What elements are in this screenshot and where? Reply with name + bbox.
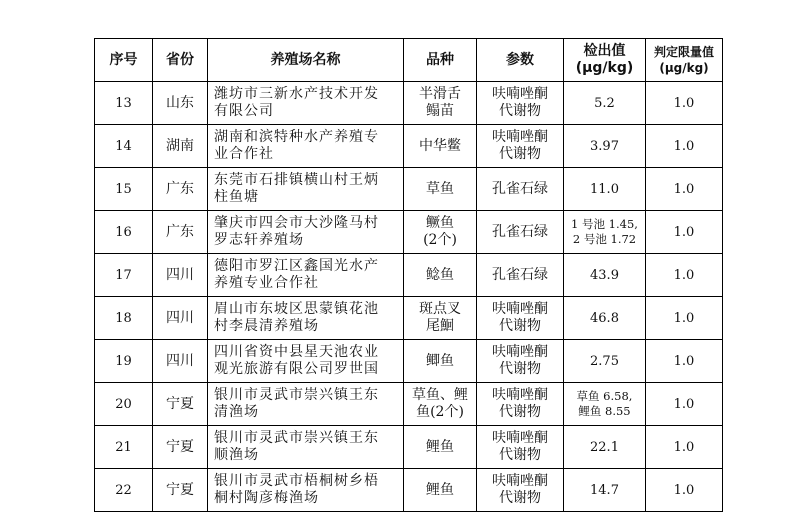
cell-species (404, 168, 477, 211)
cell-limit-value: 1.0 (646, 383, 723, 426)
farm-name-line: 德阳市罗江区鑫国光水产 (214, 258, 379, 274)
table-row (95, 254, 723, 297)
parameter-line: 孔雀石绿 (492, 223, 548, 240)
cell-species (404, 469, 477, 512)
header-detected-title: 检出值 (583, 43, 626, 59)
cell-detected-value (564, 426, 646, 469)
cell-limit-value: 1.0 (646, 426, 723, 469)
cell-species (404, 82, 477, 125)
cell-detected-value (564, 297, 646, 340)
header-farm-name: 养殖场名称 (208, 39, 404, 82)
cell-no: 20 (95, 383, 153, 426)
cell-species (404, 426, 477, 469)
species-line: 斑点叉 (419, 301, 461, 317)
table-header-row (95, 39, 723, 82)
header-limit-unit: (μg/kg) (659, 61, 709, 75)
cell-species (404, 125, 477, 168)
cell-species (404, 297, 477, 340)
parameter-line: 呋喃唑酮 (492, 301, 548, 317)
cell-farm-name (208, 82, 404, 125)
detected-value-line: 2.75 (590, 353, 619, 369)
farm-name-line: 银川市灵武市梧桐树乡梧 (214, 473, 379, 489)
farm-name-line: 四川省资中县星天池农业 (214, 344, 379, 360)
parameter-line: 代谢物 (499, 103, 541, 119)
detected-value-line: 14.7 (590, 482, 619, 498)
parameter-line: 呋喃唑酮 (492, 86, 548, 102)
cell-limit-value: 1.0 (646, 340, 723, 383)
cell-farm-name (208, 211, 404, 254)
table-row (95, 297, 723, 340)
species-line: 草鱼 (426, 180, 454, 197)
cell-detected-value (564, 82, 646, 125)
detected-value-line: 11.0 (590, 181, 619, 197)
species-line: 尾鮰 (426, 318, 454, 334)
cell-province: 宁夏 (153, 383, 208, 426)
parameter-line: 孔雀石绿 (492, 180, 548, 197)
cell-detected-value (564, 340, 646, 383)
cell-province: 四川 (153, 340, 208, 383)
species-line: 鲫鱼 (426, 352, 454, 369)
table-row (95, 340, 723, 383)
cell-limit-value: 1.0 (646, 254, 723, 297)
species-line: 鲤鱼 (426, 438, 454, 455)
cell-limit-value: 1.0 (646, 125, 723, 168)
detected-value-line: 草鱼 6.58, (576, 389, 633, 403)
cell-no: 15 (95, 168, 153, 211)
header-no: 序号 (95, 39, 153, 82)
table-row (95, 469, 723, 512)
cell-species (404, 383, 477, 426)
parameter-line: 代谢物 (499, 318, 541, 334)
species-line: 草鱼、鲤 (412, 387, 468, 403)
cell-no: 19 (95, 340, 153, 383)
cell-farm-name (208, 125, 404, 168)
detected-value-line: 22.1 (590, 439, 619, 455)
farm-name-line: 东莞市石排镇横山村王炳 (214, 172, 379, 188)
cell-parameter (477, 297, 564, 340)
cell-parameter (477, 168, 564, 211)
cell-province: 广东 (153, 211, 208, 254)
cell-detected-value (564, 125, 646, 168)
cell-limit-value: 1.0 (646, 211, 723, 254)
header-limit-value (646, 39, 723, 82)
parameter-line: 呋喃唑酮 (492, 129, 548, 145)
cell-no: 13 (95, 82, 153, 125)
cell-no: 17 (95, 254, 153, 297)
table-row (95, 383, 723, 426)
table-body (95, 82, 723, 512)
cell-detected-value (564, 211, 646, 254)
cell-detected-value (564, 469, 646, 512)
farm-name-line: 银川市灵武市崇兴镇王东 (214, 387, 379, 403)
table-row (95, 168, 723, 211)
species-line: 鳎苗 (426, 103, 454, 119)
cell-province: 广东 (153, 168, 208, 211)
cell-parameter (477, 211, 564, 254)
species-line: 中华鳖 (419, 137, 461, 154)
cell-farm-name (208, 340, 404, 383)
header-province: 省份 (153, 39, 208, 82)
farm-name-line: 业合作社 (214, 146, 274, 162)
cell-province: 四川 (153, 297, 208, 340)
cell-province: 湖南 (153, 125, 208, 168)
detected-value-line: 鲤鱼 8.55 (578, 404, 631, 418)
cell-parameter (477, 82, 564, 125)
parameter-line: 呋喃唑酮 (492, 473, 548, 489)
parameter-line: 代谢物 (499, 490, 541, 506)
cell-parameter (477, 469, 564, 512)
farm-name-line: 观光旅游有限公司罗世国 (214, 361, 379, 377)
farm-name-line: 湖南和滨特种水产养殖专 (214, 129, 379, 145)
farm-name-line: 柱鱼塘 (214, 189, 259, 205)
parameter-line: 呋喃唑酮 (492, 387, 548, 403)
cell-limit-value: 1.0 (646, 469, 723, 512)
cell-farm-name (208, 469, 404, 512)
parameter-line: 代谢物 (499, 361, 541, 377)
table-row (95, 125, 723, 168)
header-detected-value (564, 39, 646, 82)
cell-no: 14 (95, 125, 153, 168)
cell-farm-name (208, 383, 404, 426)
farm-name-line: 清渔场 (214, 404, 259, 420)
species-line: 半滑舌 (419, 86, 461, 102)
farm-name-line: 眉山市东坡区思蒙镇花池 (214, 301, 379, 317)
cell-parameter (477, 383, 564, 426)
detected-value-line: 43.9 (590, 267, 619, 283)
detected-value-line: 2 号池 1.72 (572, 232, 637, 246)
cell-parameter (477, 340, 564, 383)
farm-name-line: 有限公司 (214, 103, 274, 119)
header-detected-unit: (μg/kg) (575, 60, 634, 76)
cell-province: 山东 (153, 82, 208, 125)
cell-species (404, 340, 477, 383)
cell-detected-value (564, 168, 646, 211)
farm-name-line: 罗志轩养殖场 (214, 232, 304, 248)
detected-value-line: 46.8 (590, 310, 619, 326)
cell-limit-value: 1.0 (646, 82, 723, 125)
cell-province: 宁夏 (153, 469, 208, 512)
parameter-line: 呋喃唑酮 (492, 430, 548, 446)
species-line: 鲤鱼 (426, 481, 454, 498)
table-row (95, 426, 723, 469)
parameter-line: 呋喃唑酮 (492, 344, 548, 360)
farm-name-line: 村李晨清养殖场 (214, 318, 319, 334)
cell-limit-value: 1.0 (646, 297, 723, 340)
cell-province: 宁夏 (153, 426, 208, 469)
parameter-line: 代谢物 (499, 146, 541, 162)
parameter-line: 代谢物 (499, 447, 541, 463)
cell-species (404, 254, 477, 297)
header-parameter: 参数 (477, 39, 564, 82)
cell-farm-name (208, 168, 404, 211)
farm-name-line: 肇庆市四会市大沙隆马村 (214, 215, 379, 231)
detected-value-line: 5.2 (594, 95, 615, 111)
parameter-line: 孔雀石绿 (492, 266, 548, 283)
cell-farm-name (208, 254, 404, 297)
detected-value-line: 1 号池 1.45, (571, 217, 638, 231)
table-row (95, 211, 723, 254)
cell-province: 四川 (153, 254, 208, 297)
species-line: 鳜鱼 (426, 215, 454, 231)
species-line: 鱼(2个) (416, 404, 464, 420)
parameter-line: 代谢物 (499, 404, 541, 420)
cell-farm-name (208, 426, 404, 469)
table-row (95, 82, 723, 125)
cell-no: 16 (95, 211, 153, 254)
farm-name-line: 养殖专业合作社 (214, 275, 319, 291)
cell-detected-value (564, 383, 646, 426)
cell-parameter (477, 426, 564, 469)
farm-name-line: 桐村陶彦梅渔场 (214, 490, 319, 506)
inspection-results-table (94, 38, 723, 512)
cell-parameter (477, 254, 564, 297)
farm-name-line: 银川市灵武市崇兴镇王东 (214, 430, 379, 446)
cell-parameter (477, 125, 564, 168)
cell-detected-value (564, 254, 646, 297)
farm-name-line: 潍坊市三新水产技术开发 (214, 86, 379, 102)
cell-no: 21 (95, 426, 153, 469)
header-species: 品种 (404, 39, 477, 82)
detected-value-line: 3.97 (590, 138, 619, 154)
farm-name-line: 顺渔场 (214, 447, 259, 463)
cell-limit-value: 1.0 (646, 168, 723, 211)
species-line: (2个) (423, 232, 457, 248)
cell-no: 18 (95, 297, 153, 340)
species-line: 鲶鱼 (426, 266, 454, 283)
header-limit-title: 判定限量值 (653, 45, 714, 59)
cell-species (404, 211, 477, 254)
cell-farm-name (208, 297, 404, 340)
cell-no: 22 (95, 469, 153, 512)
